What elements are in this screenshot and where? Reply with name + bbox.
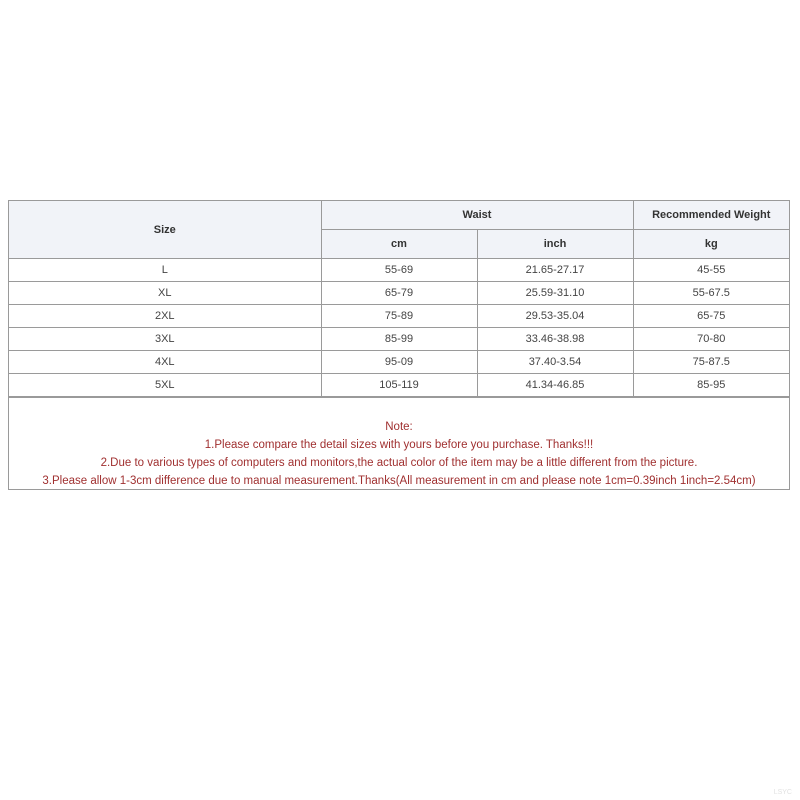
watermark-text: LSYC <box>773 789 792 796</box>
table-row <box>9 374 789 397</box>
waist-inch-cell: 25.59-31.10 <box>477 282 633 305</box>
weight-kg-cell: 45-55 <box>633 259 789 282</box>
size-header: Size <box>9 201 321 259</box>
inch-header: inch <box>477 230 633 259</box>
waist-cm-cell: 75-89 <box>321 305 477 328</box>
waist-header: Waist <box>321 201 633 230</box>
size-cell: 3XL <box>9 328 321 351</box>
weight-kg-cell: 85-95 <box>633 374 789 397</box>
weight-kg-cell: 70-80 <box>633 328 789 351</box>
size-cell: 2XL <box>9 305 321 328</box>
table-row <box>9 351 789 374</box>
cm-header: cm <box>321 230 477 259</box>
weight-kg-cell: 55-67.5 <box>633 282 789 305</box>
table-row <box>9 282 789 305</box>
note-item: 1.Please compare the detail sizes with yours before you purchase. Thanks!!! <box>204 439 594 451</box>
table-row <box>9 328 789 351</box>
weight-kg-cell: 75-87.5 <box>633 351 789 374</box>
waist-inch-cell: 21.65-27.17 <box>477 259 633 282</box>
weight-header: Recommended Weight <box>633 201 789 230</box>
waist-cm-cell: 95-09 <box>321 351 477 374</box>
size-cell: 4XL <box>9 351 321 374</box>
waist-cm-cell: 85-99 <box>321 328 477 351</box>
table-row <box>9 259 789 282</box>
waist-inch-cell: 33.46-38.98 <box>477 328 633 351</box>
table-row <box>9 305 789 328</box>
waist-cm-cell: 55-69 <box>321 259 477 282</box>
waist-cm-cell: 105-119 <box>321 374 477 397</box>
waist-inch-cell: 41.34-46.85 <box>477 374 633 397</box>
header-row-top <box>9 201 789 230</box>
notes-section <box>9 397 789 489</box>
note-item: 2.Due to various types of computers and monitors,the actual color of the item may be a little different from the picture. <box>100 457 698 469</box>
note-title: Note: <box>385 421 413 433</box>
size-cell: 5XL <box>9 374 321 397</box>
weight-kg-cell: 65-75 <box>633 305 789 328</box>
size-chart <box>8 200 790 490</box>
waist-inch-cell: 37.40-3.54 <box>477 351 633 374</box>
size-cell: L <box>9 259 321 282</box>
size-table <box>9 201 789 397</box>
note-item: 3.Please allow 1-3cm difference due to manual measurement.Thanks(All measurement in cm and please note 1cm=0.39inch 1inch=2.54cm) <box>42 475 756 487</box>
size-cell: XL <box>9 282 321 305</box>
kg-header: kg <box>633 230 789 259</box>
waist-inch-cell: 29.53-35.04 <box>477 305 633 328</box>
waist-cm-cell: 65-79 <box>321 282 477 305</box>
